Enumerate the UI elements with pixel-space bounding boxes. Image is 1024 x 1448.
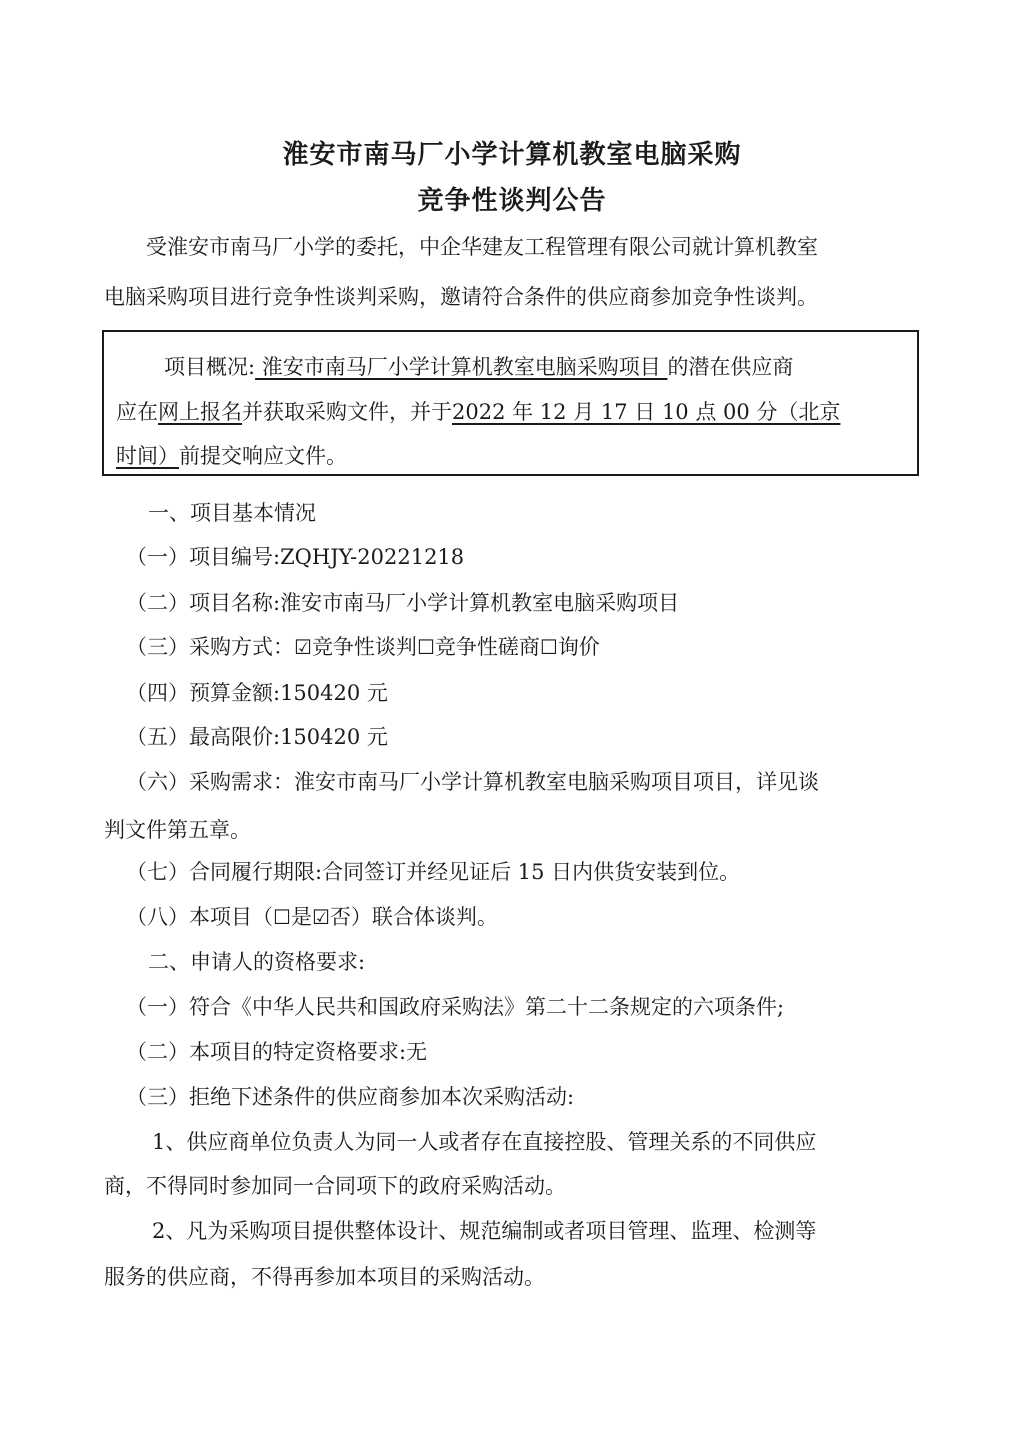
intro-line1: 受淮安市南马厂小学的委托，中企华建友工程管理有限公司就计算机教室	[146, 235, 818, 259]
document-title-line1: 淮安市南马厂小学计算机教室电脑采购	[282, 140, 742, 170]
procurement-needs-line1: （六）采购需求：淮安市南马厂小学计算机教室电脑采购项目项目，详见谈	[126, 770, 819, 794]
overview-text2: 应在	[116, 400, 158, 424]
qualification-item3: （三）拒绝下述条件的供应商参加本次采购活动:	[126, 1085, 575, 1109]
rule2-line2: 服务的供应商，不得再参加本项目的采购活动。	[104, 1265, 545, 1289]
overview-label: 项目概况:	[164, 355, 256, 379]
option-inquiry: 询价	[557, 635, 600, 659]
qualification-item2: （二）本项目的特定资格要求:无	[126, 1040, 428, 1064]
option-yes: 是	[290, 905, 312, 929]
max-price: （五）最高限价:150420 元	[126, 725, 388, 749]
checked-checkbox-icon: ☑	[294, 635, 312, 659]
contract-period: （七）合同履行期限:合同签订并经见证后 15 日内供货安装到位。	[126, 860, 741, 884]
overview-line2	[116, 397, 840, 427]
unchecked-checkbox-icon: ☐	[539, 635, 558, 659]
option-competitive-negotiation: 竞争性谈判	[311, 635, 417, 659]
project-name: （二）项目名称:淮安市南马厂小学计算机教室电脑采购项目	[126, 591, 680, 615]
option-no: 否）联合体谈判。	[329, 905, 498, 929]
overview-text4: 前提交响应文件。	[179, 444, 347, 468]
option-competitive-consultation: 竞争性磋商	[434, 635, 540, 659]
overview-project-name: 淮安市南马厂小学计算机教室电脑采购项目	[255, 355, 668, 379]
budget-amount: （四）预算金额:150420 元	[126, 681, 388, 705]
qualification-item1: （一）符合《中华人民共和国政府采购法》第二十二条规定的六项条件;	[126, 995, 785, 1019]
project-number: （一）项目编号:ZQHJY-20221218	[126, 545, 465, 569]
overview-text3: 并获取采购文件，并于	[242, 400, 452, 424]
rule2-line1: 2、凡为采购项目提供整体设计、规范编制或者项目管理、监理、检测等	[152, 1219, 817, 1243]
procurement-needs-line2: 判文件第五章。	[104, 818, 251, 842]
rule1-line1: 1、供应商单位负责人为同一人或者存在直接控股、管理关系的不同供应	[152, 1130, 817, 1154]
consortium-label: （八）本项目（	[126, 905, 273, 929]
document-title-line2: 竞争性谈判公告	[417, 186, 607, 216]
section1-heading: 一、项目基本情况	[148, 501, 316, 525]
rule1-line2: 商，不得同时参加同一合同项下的政府采购活动。	[104, 1174, 566, 1198]
checked-checkbox-icon: ☑	[311, 905, 330, 929]
section2-heading: 二、申请人的资格要求:	[148, 950, 366, 974]
overview-text1: 的潜在供应商	[667, 355, 794, 379]
online-registration-link[interactable]: 网上报名	[158, 400, 242, 424]
procurement-method	[126, 632, 600, 662]
consortium-bidding	[126, 902, 498, 932]
unchecked-checkbox-icon: ☐	[273, 905, 291, 929]
procurement-method-label: （三）采购方式：	[126, 635, 294, 659]
unchecked-checkbox-icon: ☐	[416, 635, 435, 659]
overview-deadline-part2: 时间）	[116, 444, 179, 468]
overview-line3	[116, 441, 347, 471]
overview-line1	[164, 352, 793, 382]
overview-deadline-part1: 2022 年 12 月 17 日 10 点 00 分（北京	[452, 400, 841, 424]
intro-line2: 电脑采购项目进行竞争性谈判采购，邀请符合条件的供应商参加竞争性谈判。	[104, 285, 818, 309]
